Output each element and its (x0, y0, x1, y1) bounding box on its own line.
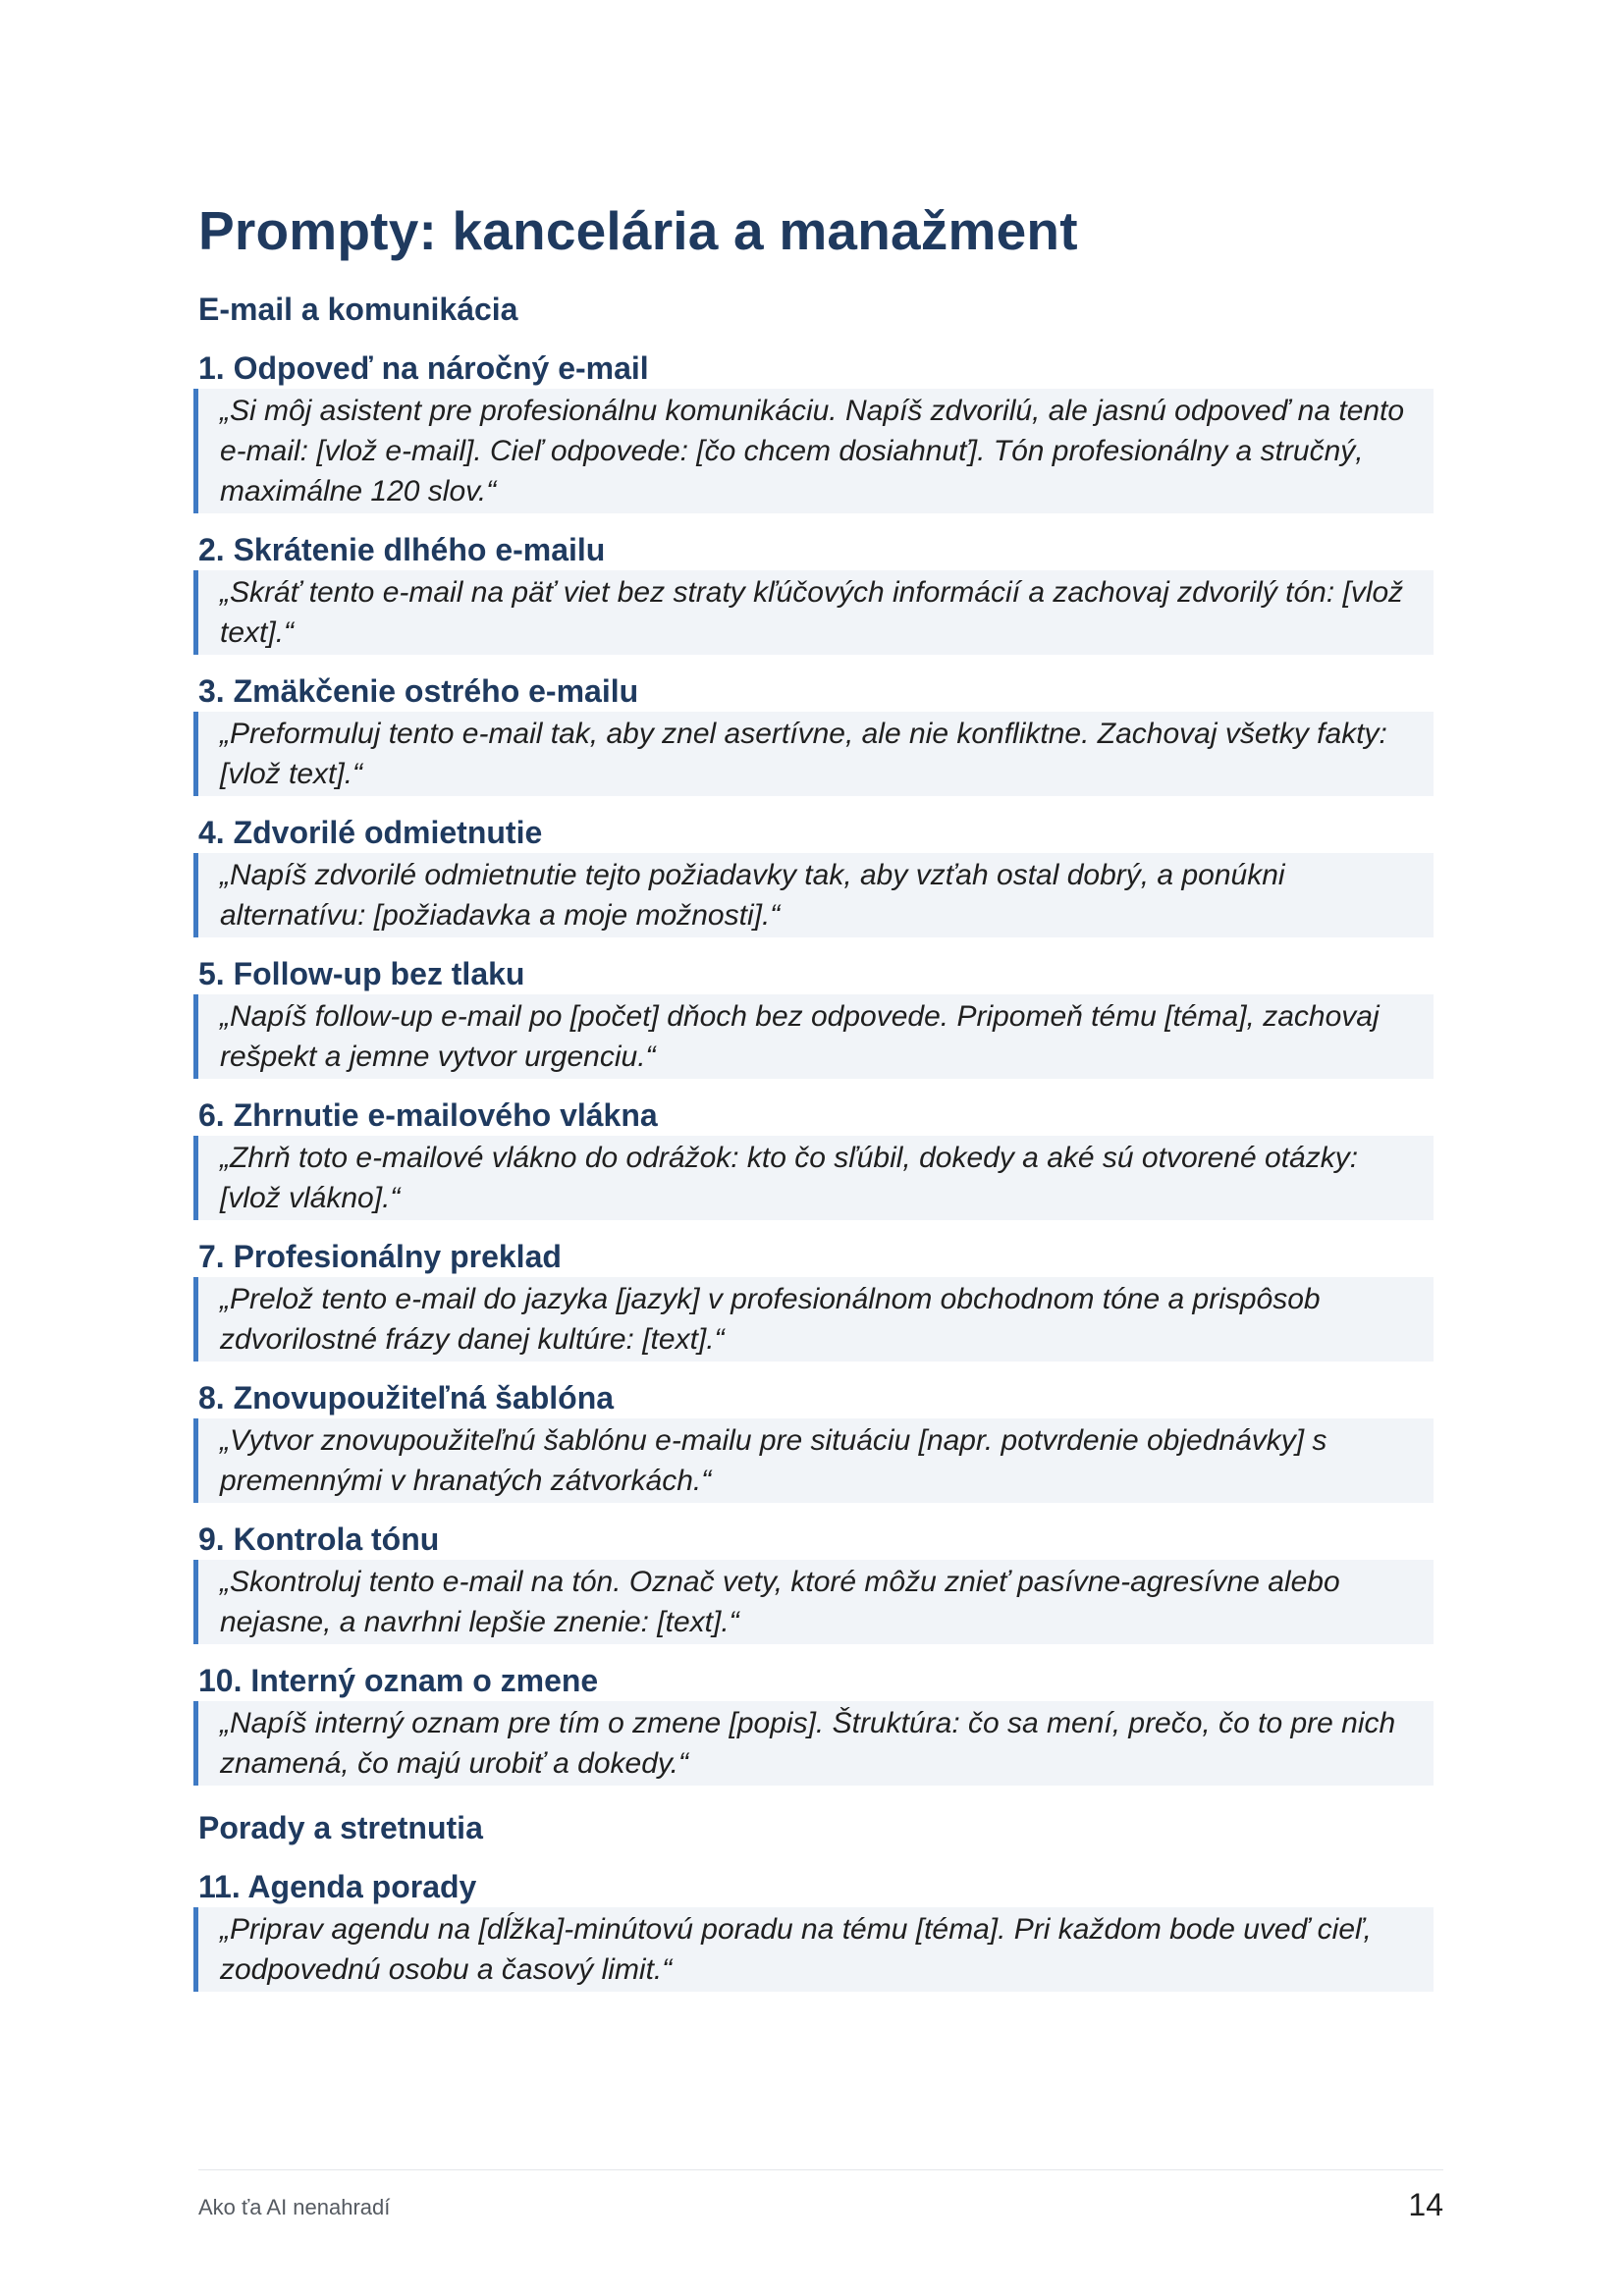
prompt-quote: „Prelož tento e-mail do jazyka [jazyk] v profesionálnom obchodnom tóne a prispôsob zdvorilostné frázy danej kultúre: [text].“ (193, 1277, 1434, 1362)
prompt-item (198, 812, 1434, 937)
prompt-title: 1. Odpoveď na náročný e-mail (198, 350, 649, 386)
prompt-title: 7. Profesionálny preklad (198, 1239, 562, 1274)
prompt-quote: „Priprav agendu na [dĺžka]-minútovú poradu na tému [téma]. Pri každom bode uveď cieľ, zodpovednú osobu a časový limit.“ (193, 1907, 1434, 1992)
prompt-item (198, 1236, 1434, 1362)
footer-divider (198, 2169, 1443, 2170)
footer-book-title: Ako ťa AI nenahradí (198, 2195, 391, 2219)
prompt-title: 9. Kontrola tónu (198, 1522, 440, 1557)
prompt-quote: „Preformuluj tento e-mail tak, aby znel asertívne, ale nie konfliktne. Zachovaj všetky fakty: [vlož text].“ (193, 712, 1434, 796)
prompt-item (198, 347, 1434, 513)
prompt-title: 4. Zdvorilé odmietnutie (198, 815, 543, 850)
prompt-item (198, 953, 1434, 1079)
prompt-title: 3. Zmäkčenie ostrého e-mailu (198, 673, 639, 709)
prompt-quote: „Vytvor znovupoužiteľnú šablónu e-mailu pre situáciu [napr. potvrdenie objednávky] s premennými v hranatých zátvorkách.“ (193, 1418, 1434, 1503)
prompt-item (198, 1866, 1434, 1992)
page-title: Prompty: kancelária a manažment (198, 200, 1078, 261)
section-heading-email: E-mail a komunikácia (198, 292, 518, 327)
prompt-item (198, 1660, 1434, 1786)
document-page (198, 192, 1434, 1992)
page-number: 14 (1408, 2187, 1443, 2222)
prompt-title: 11. Agenda porady (198, 1869, 477, 1904)
prompt-quote: „Napíš zdvorilé odmietnutie tejto požiadavky tak, aby vzťah ostal dobrý, a ponúkni alternatívu: [požiadavka a moje možnosti].“ (193, 853, 1434, 937)
prompt-item (198, 670, 1434, 796)
prompt-item (198, 1519, 1434, 1644)
prompt-item (198, 1095, 1434, 1220)
prompt-quote: „Napíš interný oznam pre tím o zmene [popis]. Štruktúra: čo sa mení, prečo, čo to pre nich znamená, čo majú urobiť a dokedy.“ (193, 1701, 1434, 1786)
prompt-quote: „Skráť tento e-mail na päť viet bez straty kľúčových informácií a zachovaj zdvorilý tón: [vlož text].“ (193, 570, 1434, 655)
prompt-title: 6. Zhrnutie e-mailového vlákna (198, 1097, 658, 1133)
prompt-quote: „Zhrň toto e-mailové vlákno do odrážok: kto čo sľúbil, dokedy a aké sú otvorené otázky: [vlož vlákno].“ (193, 1136, 1434, 1220)
prompt-item (198, 529, 1434, 655)
prompt-title: 2. Skrátenie dlhého e-mailu (198, 532, 606, 567)
prompt-title: 8. Znovupoužiteľná šablóna (198, 1380, 615, 1415)
prompt-title: 5. Follow-up bez tlaku (198, 956, 525, 991)
prompt-quote: „Skontroluj tento e-mail na tón. Označ vety, ktoré môžu znieť pasívne-agresívne alebo nejasne, a navrhni lepšie znenie: [text].“ (193, 1560, 1434, 1644)
prompt-title: 10. Interný oznam o zmene (198, 1663, 599, 1698)
prompt-quote: „Si môj asistent pre profesionálnu komunikáciu. Napíš zdvorilú, ale jasnú odpoveď na tento e-mail: [vlož e-mail]. Cieľ odpovede: [čo chcem dosiahnuť]. Tón profesionálny a stručný, maximálne 120 slov.“ (193, 389, 1434, 513)
prompt-quote: „Napíš follow-up e-mail po [počet] dňoch bez odpovede. Pripomeň tému [téma], zachovaj rešpekt a jemne vytvor urgenciu.“ (193, 994, 1434, 1079)
section-heading-meetings: Porady a stretnutia (198, 1810, 483, 1845)
prompt-item (198, 1377, 1434, 1503)
